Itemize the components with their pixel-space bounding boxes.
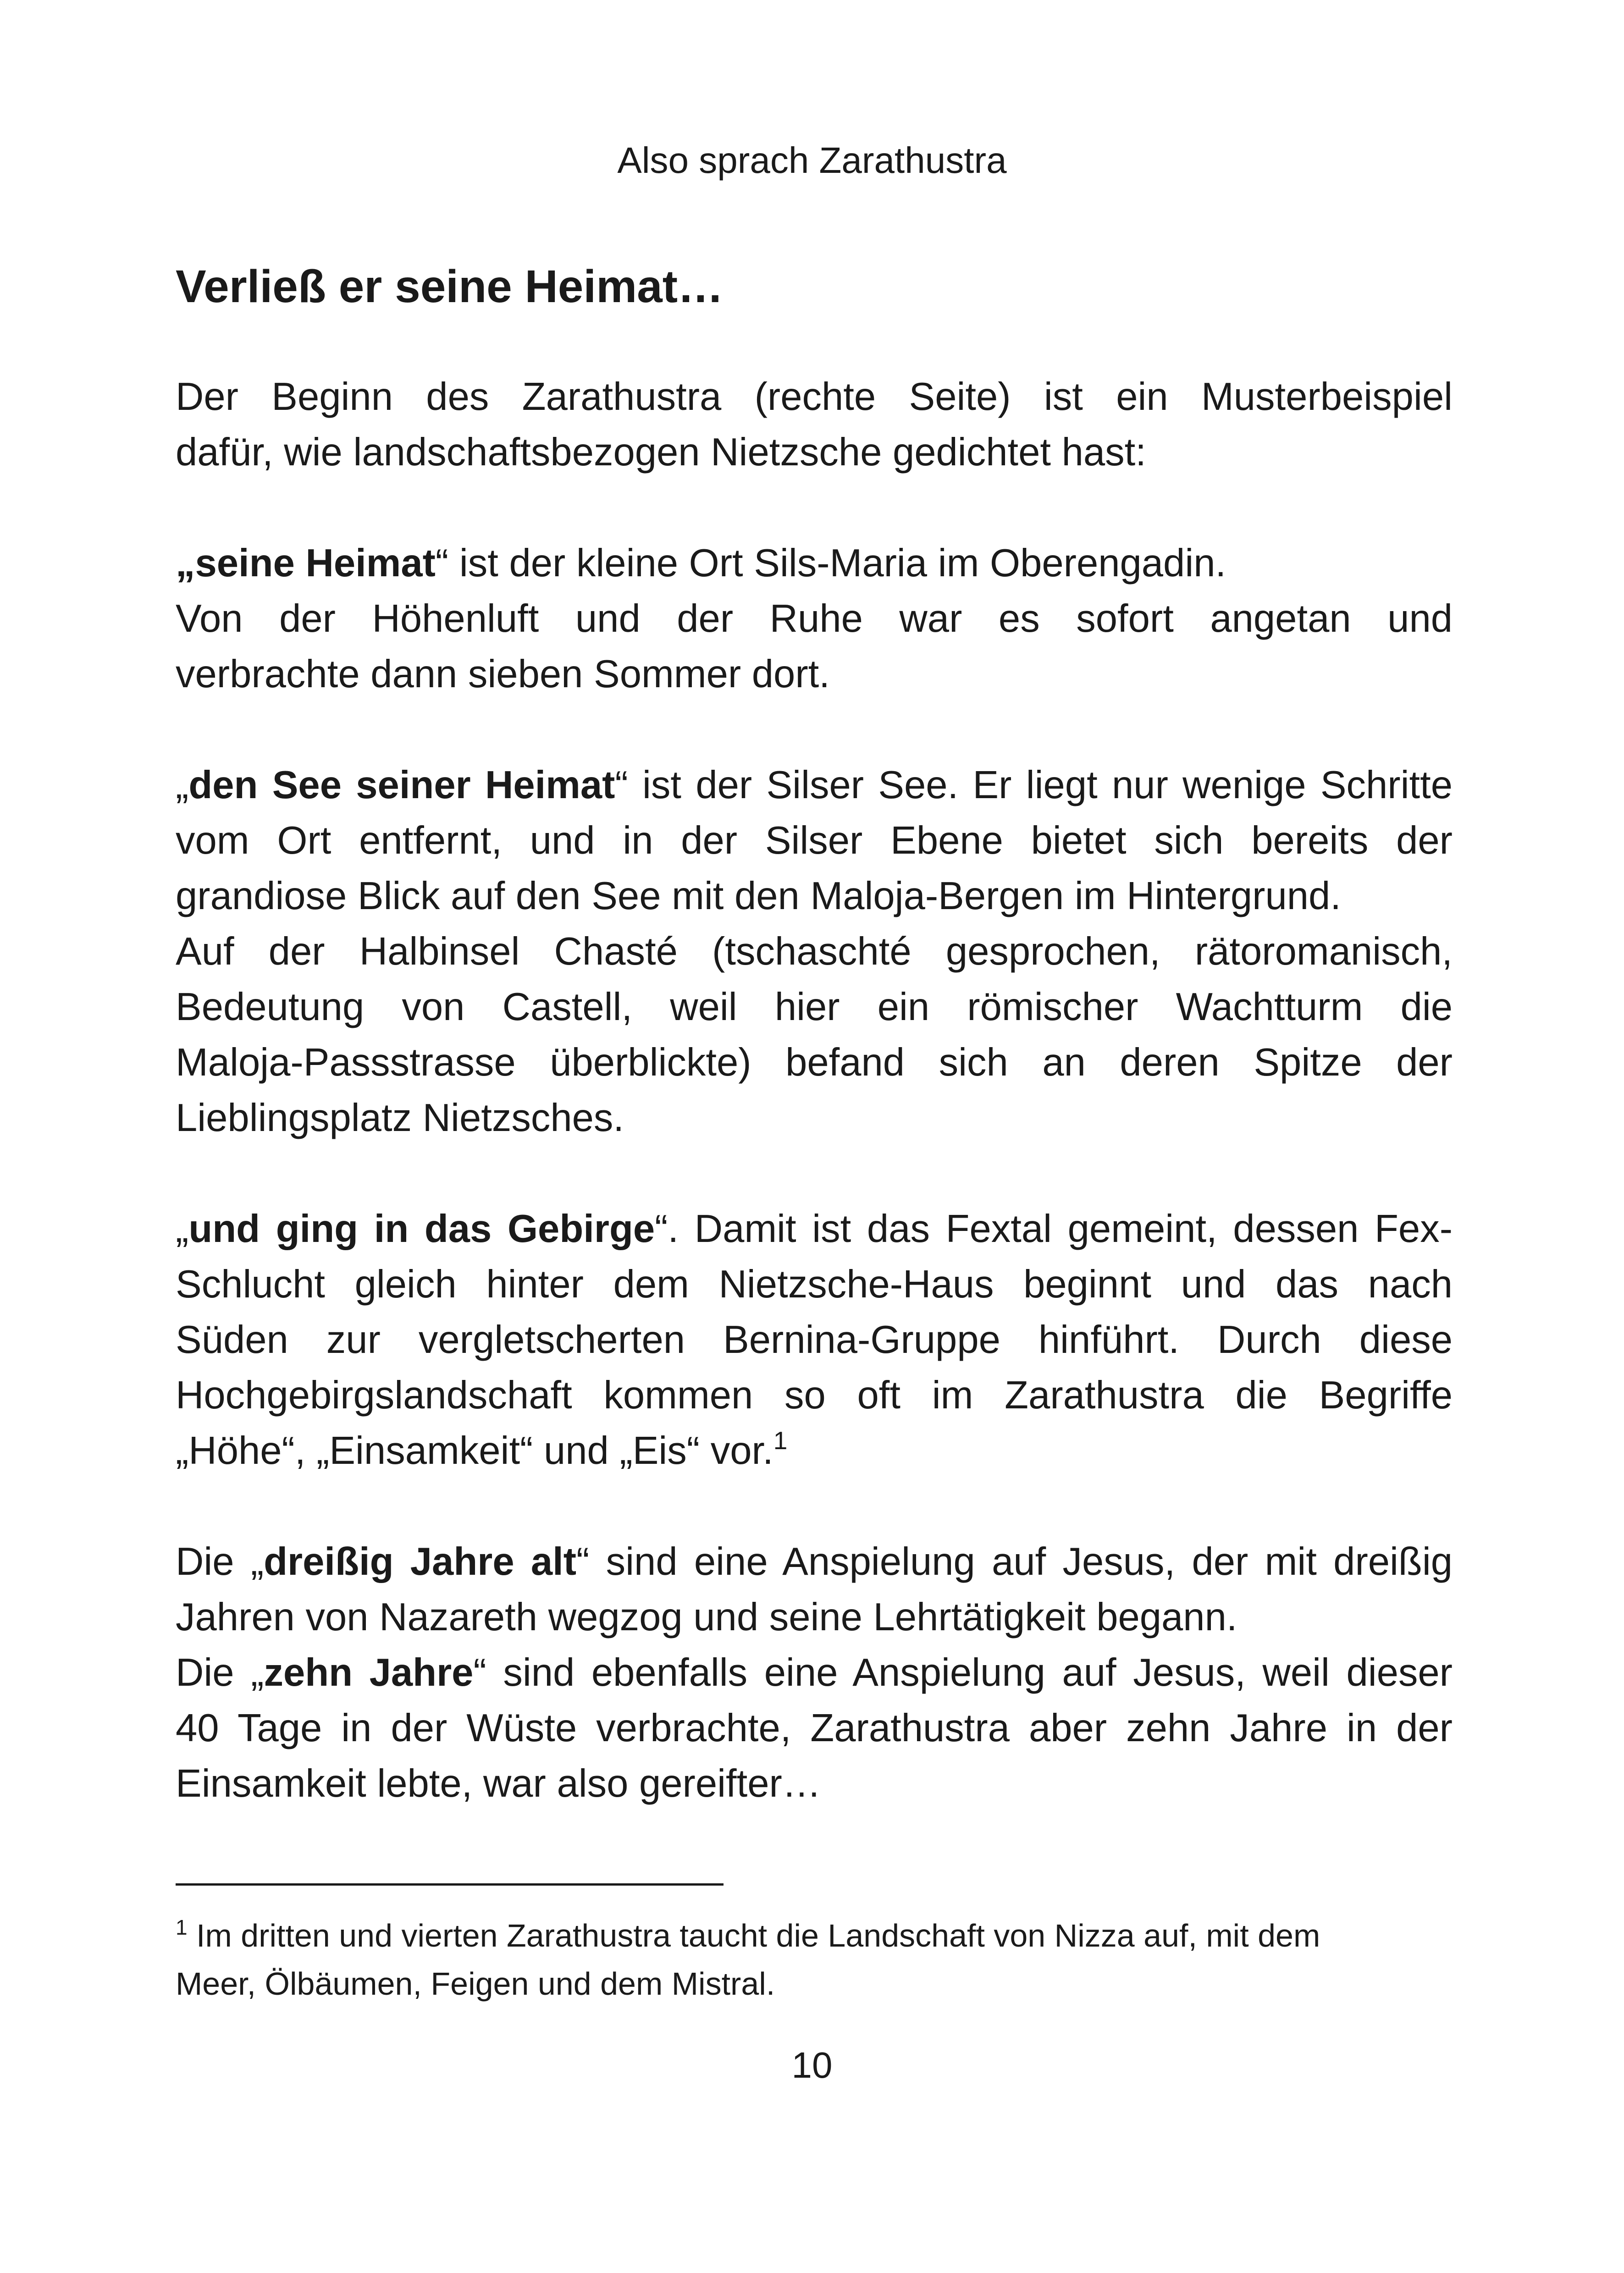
- text-line: Der Beginn des Zarathustra (rechte Seite) ist ein Musterbeispiel: [176, 375, 1453, 419]
- text-line: [176, 1534, 1453, 1589]
- text-line: [176, 1423, 1453, 1479]
- text-run: “ ist der Silser See. Er liegt nur wenige Schritte: [615, 763, 1453, 807]
- bold-term: und ging in das Gebirge: [188, 1207, 655, 1251]
- bold-term: den See seiner Heimat: [188, 763, 615, 807]
- footnote-divider: [176, 1883, 724, 1886]
- chapter-title: Verließ er seine Heimat…: [176, 261, 724, 312]
- running-header: Also sprach Zarathustra: [617, 140, 1007, 181]
- bold-term: dreißig Jahre alt: [264, 1540, 577, 1583]
- text-line: [176, 1201, 1453, 1257]
- text-line: vom Ort entfernt, und in der Silser Ebene bietet sich bereits der: [176, 819, 1453, 862]
- paragraph-intro: [176, 369, 1453, 480]
- text-run: Die „: [176, 1540, 264, 1583]
- text-run: “ sind ebenfalls eine Anspielung auf Jesus, weil dieser: [473, 1651, 1453, 1694]
- text-run: „Höhe“, „Einsamkeit“ und „Eis“ vor.: [176, 1429, 773, 1473]
- text-line: verbrachte dann sieben Sommer dort.: [176, 652, 830, 696]
- footnotes: [176, 1912, 1453, 2008]
- quote-open: „: [176, 763, 189, 807]
- text-line: grandiose Blick auf den See mit den Maloja-Bergen im Hintergrund.: [176, 874, 1341, 918]
- footnote-ref[interactable]: 1: [773, 1426, 788, 1455]
- paragraph-heimat: [176, 535, 1453, 702]
- text-line: [176, 1645, 1453, 1700]
- text-line: 40 Tage in der Wüste verbrachte, Zarathustra aber zehn Jahre in der: [176, 1706, 1453, 1750]
- quote-open: „: [176, 1207, 189, 1251]
- text-line: Von der Höhenluft und der Ruhe war es sofort angetan und: [176, 597, 1453, 640]
- text-line: Schlucht gleich hinter dem Nietzsche-Haus beginnt und das nach: [176, 1263, 1453, 1306]
- text-line: Bedeutung von Castell, weil hier ein römischer Wachtturm die: [176, 985, 1453, 1029]
- text-line: [176, 535, 1453, 591]
- text-run: Die „: [176, 1651, 264, 1694]
- text-run: “ sind eine Anspielung auf Jesus, der mit dreißig: [576, 1540, 1453, 1583]
- paragraph-jahre: [176, 1534, 1453, 1811]
- paragraph-see: [176, 757, 1453, 1146]
- body-text: [176, 369, 1453, 1867]
- text-run: “ ist der kleine Ort Sils-Maria im Oberengadin.: [435, 541, 1226, 585]
- footnote-line: Meer, Ölbäumen, Feigen und dem Mistral.: [176, 1966, 775, 2002]
- footnote-text: Im dritten und vierten Zarathustra taucht die Landschaft von Nizza auf, mit dem: [187, 1918, 1320, 1953]
- text-line: Auf der Halbinsel Chasté (tschaschté gesprochen, rätoromanisch,: [176, 930, 1453, 973]
- footnote-line: [176, 1912, 1453, 1960]
- text-line: Süden zur vergletscherten Bernina-Gruppe hinführt. Durch diese: [176, 1318, 1453, 1362]
- paragraph-gebirge: [176, 1201, 1453, 1479]
- text-line: [176, 757, 1453, 813]
- quote-open: „: [176, 541, 195, 585]
- text-line: Einsamkeit lebte, war also gereifter…: [176, 1762, 821, 1805]
- bold-term: seine Heimat: [195, 541, 436, 585]
- footnote-item: [176, 1912, 1453, 2008]
- footnote-number: 1: [176, 1915, 188, 1939]
- page-number: 10: [791, 2045, 833, 2085]
- text-line: Hochgebirgslandschaft kommen so oft im Zarathustra die Begriffe: [176, 1374, 1453, 1417]
- text-line: dafür, wie landschaftsbezogen Nietzsche gedichtet hast:: [176, 430, 1146, 474]
- text-line: Jahren von Nazareth wegzog und seine Lehrtätigkeit begann.: [176, 1595, 1237, 1639]
- text-run: “. Damit ist das Fextal gemeint, dessen Fex-: [655, 1207, 1453, 1251]
- bold-term: zehn Jahre: [264, 1651, 474, 1694]
- text-line: Lieblingsplatz Nietzsches.: [176, 1096, 624, 1140]
- text-line: Maloja-Passstrasse überblickte) befand sich an deren Spitze der: [176, 1041, 1453, 1084]
